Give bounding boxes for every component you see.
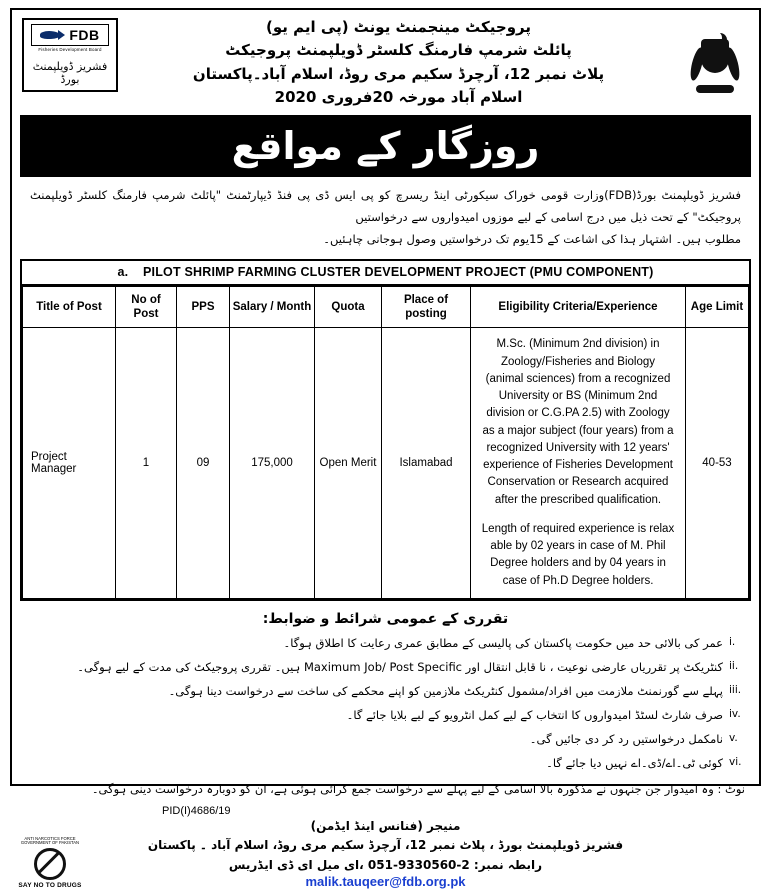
signature-line: منیجر (فنانس اینڈ ایڈمن) (310, 818, 461, 833)
col-header-salary: Salary / Month (230, 286, 315, 328)
col-header-pps: PPS (177, 286, 230, 328)
list-item (26, 631, 745, 655)
fdb-logo-abbr: FDB (69, 27, 100, 44)
conditions-note: نوٹ : وہ امیدوار جن جنہوں نے مذکورہ بالا اسامی کے لیے پہلے سے درخواست جمع کرائی ہوئی ہے، ان کو دوبارہ درخواست دینی ہوگی۔ (91, 781, 745, 796)
list-item (26, 751, 745, 775)
condition-number: v. (729, 732, 738, 745)
fdb-logo-badge (31, 24, 109, 46)
condition-text: کوئی ٹی۔اے/ڈی۔اے نہیں دیا جائے گا۔ (546, 756, 723, 771)
no-drugs-icon (34, 848, 66, 880)
condition-number: i. (729, 635, 736, 648)
header-title-block (118, 16, 679, 109)
footer-contact: رابطہ نمبر: 2-9330560-051 ،ای میل ای ڈی ایڈریس (228, 858, 543, 873)
condition-number: vi. (729, 756, 742, 769)
cell-place: Islamabad (382, 328, 471, 599)
list-item (26, 703, 745, 727)
table-header-row (23, 286, 749, 328)
jobs-table (22, 286, 749, 599)
list-item (26, 679, 745, 703)
list-item (26, 727, 745, 751)
conditions-title: تقرری کے عمومی شرائط و ضوابط: (262, 610, 509, 627)
condition-text: صرف شارٹ لسٹڈ امیدواروں کا انتخاب کے لیے کمل انٹرویو کے لیے بلایا جائے گا۔ (346, 708, 723, 723)
eligibility-paragraph-1: M.Sc. (Minimum 2nd division) in Zoology/Fisheries and Biology (animal sciences) from a recognized University or BS (Minimum 2nd division or C.G.PA 2.5) with Zoology as a major subject (four years) from a recognized University with 12 years' experience of Fisheries Development Conservation or Research acquired after the prescribed qualification. (482, 338, 674, 506)
col-header-title: Title of Post (23, 286, 116, 328)
intro-line-1: فشریز ڈویلپمنٹ بورڈ(FDB)وزارت قومی خوراک سیکورٹی اینڈ ریسرچ کو پی ایس ڈی پی فنڈ ڈیپارٹمنٹ "پائلٹ شرمپ فارمنگ کلسٹر ڈویلپمنٹ پروجیکٹ" کے تحت ذیل میں درج اسامی کے لیے موزوں امیدواروں سے درخواستیں (30, 188, 742, 224)
condition-text: کنٹریکٹ پر تقرریاں عارضی نوعیت ، نا قابل انتقال اور Maximum Job/ Post Specific ہیں۔ تقرری پروجیکٹ کی مدت کے لیے ہوگی۔ (77, 659, 723, 674)
col-header-eligibility: Eligibility Criteria/Experience (471, 286, 686, 328)
cell-quota: Open Merit (315, 328, 382, 599)
list-item (26, 655, 745, 679)
document-header (12, 10, 759, 111)
table-row (23, 328, 749, 599)
condition-text: نامکمل درخواستیں رد کر دی جائیں گی۔ (529, 732, 723, 747)
title-banner-text: روزگار کے مواقع (231, 124, 540, 168)
footer-email[interactable]: malik.tauqeer@fdb.org.pk (305, 874, 466, 890)
fish-icon (40, 28, 66, 42)
col-header-quota: Quota (315, 286, 382, 328)
emblem-container (679, 16, 751, 109)
no-drugs-label: SAY NO TO DRUGS (18, 882, 82, 890)
cell-title: Project Manager (23, 328, 116, 599)
conditions-list (12, 631, 759, 776)
say-no-to-drugs-logo (18, 837, 82, 890)
header-line-2: پائلٹ شرمپ فارمنگ کلسٹر ڈویلپمنٹ پروجیکٹ (225, 41, 572, 60)
fdb-logo-urdu: فشریز ڈویلپمنٹ بورڈ (32, 59, 108, 86)
cell-age-limit: 40-53 (686, 328, 749, 599)
col-header-age-limit: Age Limit (686, 286, 749, 328)
condition-text: عمر کی بالائی حد میں حکومت پاکستان کی پالیسی کے مطابق عمری رعایت کا اطلاق ہوگا۔ (283, 635, 723, 650)
header-line-1: پروجیکٹ مینجمنٹ یونٹ (پی ایم یو) (266, 18, 531, 36)
condition-number: iii. (729, 684, 742, 697)
condition-number: iv. (729, 708, 741, 721)
footer-address: فشریز ڈویلپمنٹ بورڈ ، پلاٹ نمبر 12، آرچرڈ سکیم مری روڈ، اسلام آباد ۔ پاکستان (147, 837, 624, 852)
cell-eligibility (471, 328, 686, 599)
jobs-table-section-title (22, 261, 749, 286)
pakistan-emblem-icon (692, 31, 738, 95)
header-line-4: اسلام آباد مورخہ 20فروری 2020 (274, 87, 523, 106)
section-title: PILOT SHRIMP FARMING CLUSTER DEVELOPMENT PROJECT (PMU COMPONENT) (143, 264, 654, 279)
header-line-3: پلاٹ نمبر 12، آرچرڈ سکیم مری روڈ، اسلام آباد۔پاکستان (192, 64, 605, 83)
intro-line-2: مطلوب ہیں۔ اشتہار ہذا کی اشاعت کے 15یوم تک درخواستیں وصول ہوجانی چاہئیں۔ (323, 231, 741, 246)
intro-paragraph (18, 177, 753, 255)
fdb-logo (22, 18, 118, 92)
condition-text: پہلے سے گورنمنٹ ملازمت میں افراد/مشمول کنٹریکٹ ملازمین کو اپنے محکمے کی ساخت سے درخواست دینا ہوگی۔ (168, 684, 723, 699)
cell-no-of-post: 1 (116, 328, 177, 599)
col-header-place: Place of posting (382, 286, 471, 328)
title-banner (20, 115, 751, 177)
document-footer (12, 819, 759, 895)
document-frame (10, 8, 761, 890)
anf-caption: ANTI NARCOTICS FORCE GOVERNMENT OF PAKISTAN (20, 835, 80, 846)
section-label: a. (117, 264, 129, 279)
cell-salary: 175,000 (230, 328, 315, 599)
pid-number: PID(I)4686/19 (162, 804, 231, 817)
cell-pps: 09 (177, 328, 230, 599)
eligibility-paragraph-2: Length of required experience is relax able by 02 years in case of M. Phil Degree holders and by 04 years in case of Ph.D Degree holders. (481, 522, 675, 587)
jobs-table-container (20, 259, 751, 601)
col-header-no-of-post: No of Post (116, 286, 177, 328)
fdb-logo-english: Fisheries Development Board (38, 47, 102, 53)
condition-number: ii. (729, 659, 739, 672)
